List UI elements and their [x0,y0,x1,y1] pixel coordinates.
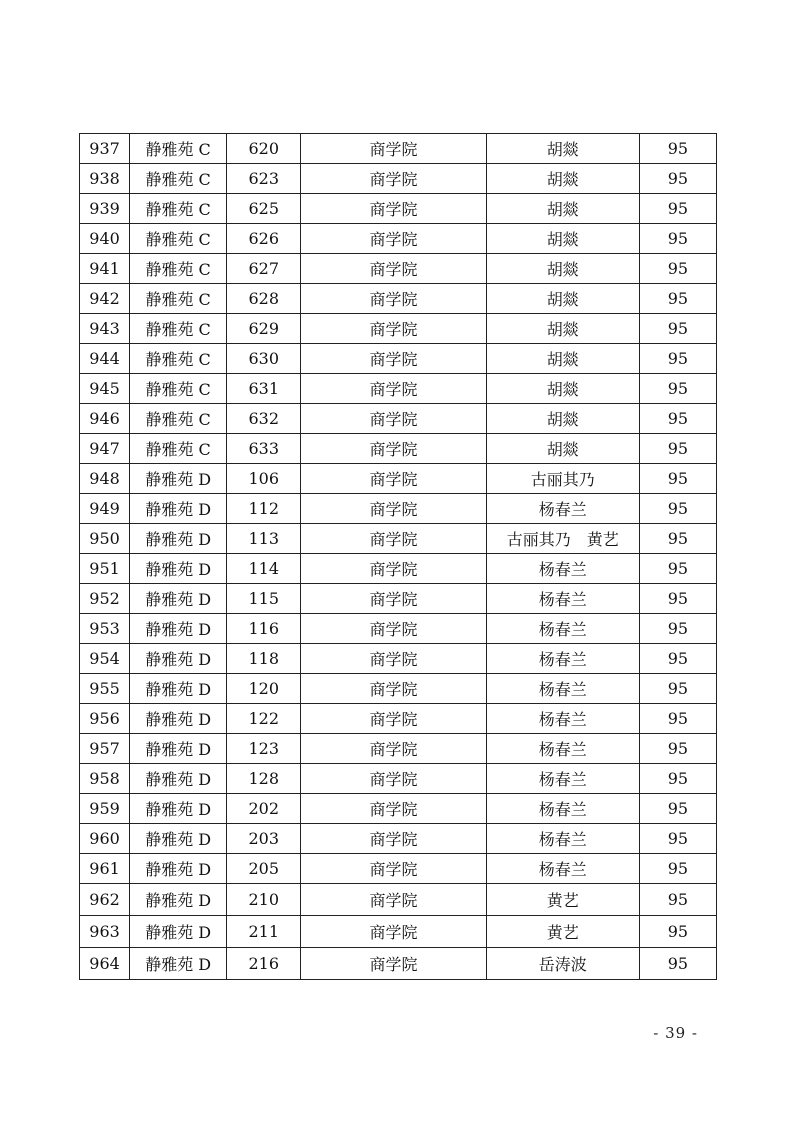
college-cell: 商学院 [301,134,486,164]
college-cell: 商学院 [301,434,486,464]
table-row [80,584,717,614]
counselor-cell: 胡燚 [486,194,639,224]
table-row [80,374,717,404]
room-number-cell: 211 [227,916,301,948]
building-cell: 静雅苑 C [130,164,227,194]
score-cell: 95 [639,434,716,464]
table-row [80,884,717,916]
room-number-cell: 116 [227,614,301,644]
building-cell: 静雅苑 D [130,854,227,884]
room-number-cell: 118 [227,644,301,674]
building-cell: 静雅苑 C [130,404,227,434]
score-cell: 95 [639,614,716,644]
building-cell: 静雅苑 D [130,884,227,916]
counselor-cell: 胡燚 [486,284,639,314]
table-row [80,134,717,164]
row-index-cell: 951 [80,554,130,584]
table-row [80,434,717,464]
table-body [80,134,717,980]
counselor-cell: 杨春兰 [486,824,639,854]
counselor-cell: 胡燚 [486,404,639,434]
row-index-cell: 947 [80,434,130,464]
row-index-cell: 938 [80,164,130,194]
building-cell: 静雅苑 C [130,194,227,224]
room-number-cell: 626 [227,224,301,254]
score-cell: 95 [639,948,716,980]
building-cell: 静雅苑 D [130,584,227,614]
college-cell: 商学院 [301,374,486,404]
row-index-cell: 961 [80,854,130,884]
table-row [80,254,717,284]
row-index-cell: 946 [80,404,130,434]
table-row [80,404,717,434]
college-cell: 商学院 [301,554,486,584]
room-number-cell: 627 [227,254,301,284]
table-row [80,284,717,314]
counselor-cell: 胡燚 [486,314,639,344]
row-index-cell: 953 [80,614,130,644]
table-row [80,644,717,674]
counselor-cell: 胡燚 [486,374,639,404]
score-cell: 95 [639,674,716,704]
table-row [80,554,717,584]
row-index-cell: 959 [80,794,130,824]
score-cell: 95 [639,524,716,554]
counselor-cell: 胡燚 [486,164,639,194]
college-cell: 商学院 [301,764,486,794]
row-index-cell: 957 [80,734,130,764]
counselor-cell: 古丽其乃 黄艺 [486,524,639,554]
building-cell: 静雅苑 D [130,674,227,704]
college-cell: 商学院 [301,344,486,374]
room-number-cell: 625 [227,194,301,224]
college-cell: 商学院 [301,674,486,704]
score-cell: 95 [639,916,716,948]
score-cell: 95 [639,464,716,494]
score-cell: 95 [639,134,716,164]
college-cell: 商学院 [301,404,486,434]
college-cell: 商学院 [301,794,486,824]
row-index-cell: 955 [80,674,130,704]
score-cell: 95 [639,164,716,194]
table-row [80,916,717,948]
building-cell: 静雅苑 D [130,704,227,734]
row-index-cell: 964 [80,948,130,980]
building-cell: 静雅苑 C [130,254,227,284]
score-cell: 95 [639,314,716,344]
counselor-cell: 胡燚 [486,134,639,164]
college-cell: 商学院 [301,284,486,314]
room-number-cell: 216 [227,948,301,980]
college-cell: 商学院 [301,224,486,254]
table-row [80,824,717,854]
score-cell: 95 [639,224,716,254]
counselor-cell: 古丽其乃 [486,464,639,494]
score-cell: 95 [639,854,716,884]
counselor-cell: 杨春兰 [486,614,639,644]
counselor-cell: 杨春兰 [486,794,639,824]
table-row [80,524,717,554]
room-number-cell: 113 [227,524,301,554]
score-cell: 95 [639,584,716,614]
building-cell: 静雅苑 D [130,494,227,524]
room-number-cell: 628 [227,284,301,314]
table-row [80,764,717,794]
building-cell: 静雅苑 C [130,284,227,314]
dormitory-score-table [79,133,717,980]
table-row [80,464,717,494]
college-cell: 商学院 [301,884,486,916]
room-number-cell: 115 [227,584,301,614]
room-number-cell: 623 [227,164,301,194]
building-cell: 静雅苑 D [130,916,227,948]
counselor-cell: 胡燚 [486,224,639,254]
counselor-cell: 黄艺 [486,884,639,916]
row-index-cell: 948 [80,464,130,494]
row-index-cell: 956 [80,704,130,734]
table-row [80,948,717,980]
score-cell: 95 [639,824,716,854]
counselor-cell: 杨春兰 [486,704,639,734]
counselor-cell: 杨春兰 [486,734,639,764]
row-index-cell: 945 [80,374,130,404]
college-cell: 商学院 [301,524,486,554]
score-cell: 95 [639,374,716,404]
counselor-cell: 岳涛波 [486,948,639,980]
score-cell: 95 [639,554,716,584]
table-row [80,344,717,374]
table-row [80,164,717,194]
college-cell: 商学院 [301,194,486,224]
row-index-cell: 944 [80,344,130,374]
building-cell: 静雅苑 C [130,134,227,164]
row-index-cell: 942 [80,284,130,314]
room-number-cell: 620 [227,134,301,164]
room-number-cell: 106 [227,464,301,494]
building-cell: 静雅苑 D [130,644,227,674]
counselor-cell: 杨春兰 [486,644,639,674]
room-number-cell: 114 [227,554,301,584]
score-cell: 95 [639,344,716,374]
score-cell: 95 [639,704,716,734]
building-cell: 静雅苑 D [130,764,227,794]
college-cell: 商学院 [301,584,486,614]
room-number-cell: 203 [227,824,301,854]
building-cell: 静雅苑 D [130,824,227,854]
room-number-cell: 210 [227,884,301,916]
row-index-cell: 962 [80,884,130,916]
building-cell: 静雅苑 D [130,794,227,824]
counselor-cell: 杨春兰 [486,494,639,524]
page-number: - 39 - [653,1024,698,1042]
room-number-cell: 205 [227,854,301,884]
counselor-cell: 杨春兰 [486,674,639,704]
score-cell: 95 [639,494,716,524]
college-cell: 商学院 [301,464,486,494]
table-row [80,314,717,344]
table-row [80,854,717,884]
score-cell: 95 [639,194,716,224]
room-number-cell: 632 [227,404,301,434]
building-cell: 静雅苑 C [130,434,227,464]
room-number-cell: 630 [227,344,301,374]
table-row [80,674,717,704]
score-cell: 95 [639,284,716,314]
score-cell: 95 [639,644,716,674]
row-index-cell: 963 [80,916,130,948]
room-number-cell: 123 [227,734,301,764]
row-index-cell: 950 [80,524,130,554]
table-row [80,194,717,224]
row-index-cell: 954 [80,644,130,674]
building-cell: 静雅苑 D [130,734,227,764]
college-cell: 商学院 [301,704,486,734]
score-cell: 95 [639,764,716,794]
college-cell: 商学院 [301,916,486,948]
college-cell: 商学院 [301,948,486,980]
college-cell: 商学院 [301,164,486,194]
building-cell: 静雅苑 C [130,314,227,344]
score-cell: 95 [639,404,716,434]
building-cell: 静雅苑 D [130,614,227,644]
table-row [80,494,717,524]
college-cell: 商学院 [301,614,486,644]
building-cell: 静雅苑 D [130,464,227,494]
room-number-cell: 128 [227,764,301,794]
building-cell: 静雅苑 C [130,224,227,254]
college-cell: 商学院 [301,254,486,284]
row-index-cell: 958 [80,764,130,794]
room-number-cell: 202 [227,794,301,824]
college-cell: 商学院 [301,824,486,854]
college-cell: 商学院 [301,314,486,344]
row-index-cell: 952 [80,584,130,614]
counselor-cell: 杨春兰 [486,554,639,584]
counselor-cell: 黄艺 [486,916,639,948]
college-cell: 商学院 [301,494,486,524]
row-index-cell: 940 [80,224,130,254]
building-cell: 静雅苑 D [130,554,227,584]
row-index-cell: 941 [80,254,130,284]
score-cell: 95 [639,884,716,916]
room-number-cell: 629 [227,314,301,344]
college-cell: 商学院 [301,734,486,764]
room-number-cell: 120 [227,674,301,704]
row-index-cell: 939 [80,194,130,224]
counselor-cell: 杨春兰 [486,854,639,884]
score-cell: 95 [639,794,716,824]
table-row [80,614,717,644]
table-row [80,794,717,824]
row-index-cell: 949 [80,494,130,524]
counselor-cell: 胡燚 [486,254,639,284]
building-cell: 静雅苑 C [130,344,227,374]
counselor-cell: 杨春兰 [486,764,639,794]
college-cell: 商学院 [301,644,486,674]
counselor-cell: 胡燚 [486,434,639,464]
counselor-cell: 杨春兰 [486,584,639,614]
score-cell: 95 [639,254,716,284]
room-number-cell: 122 [227,704,301,734]
room-number-cell: 633 [227,434,301,464]
room-number-cell: 112 [227,494,301,524]
table-row [80,704,717,734]
building-cell: 静雅苑 D [130,524,227,554]
table-row [80,224,717,254]
building-cell: 静雅苑 D [130,948,227,980]
row-index-cell: 943 [80,314,130,344]
row-index-cell: 960 [80,824,130,854]
building-cell: 静雅苑 C [130,374,227,404]
score-cell: 95 [639,734,716,764]
college-cell: 商学院 [301,854,486,884]
row-index-cell: 937 [80,134,130,164]
table-row [80,734,717,764]
counselor-cell: 胡燚 [486,344,639,374]
room-number-cell: 631 [227,374,301,404]
